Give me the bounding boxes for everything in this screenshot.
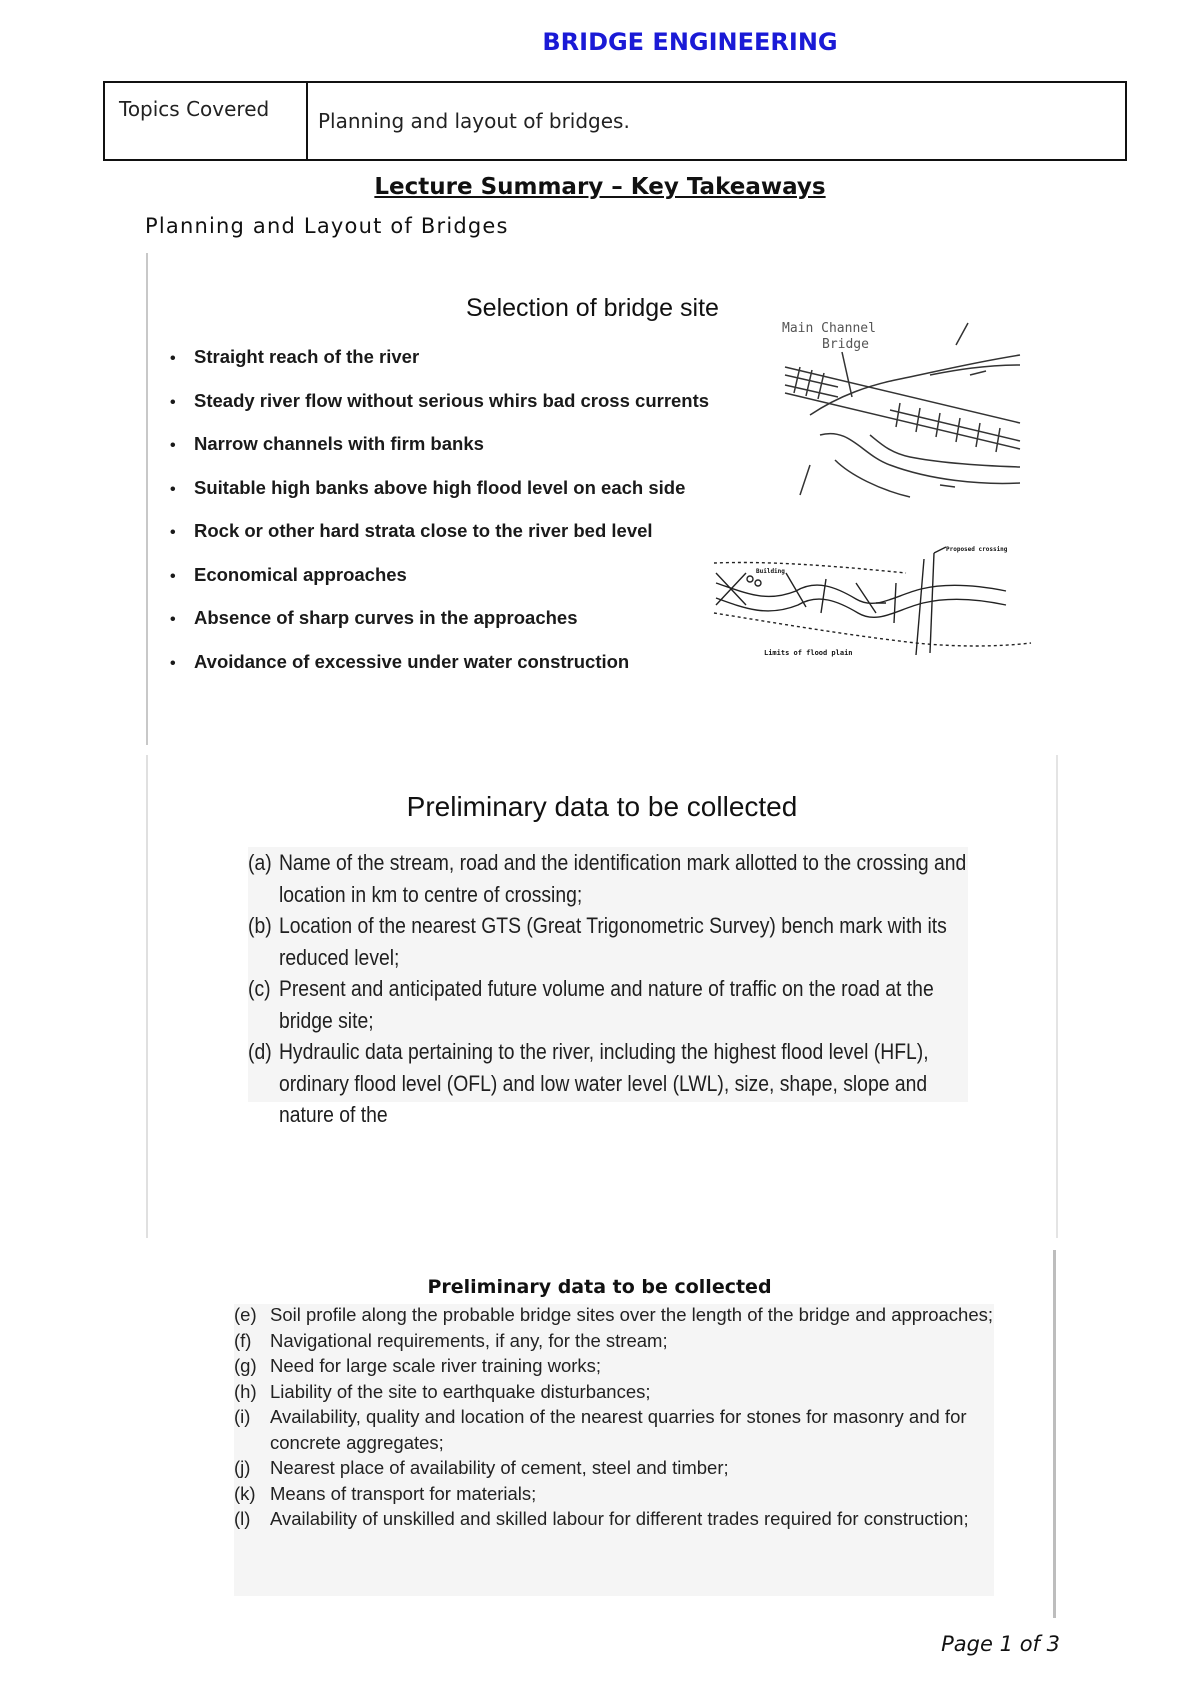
item-label: (f) — [234, 1329, 252, 1351]
current-page: 1 — [999, 1632, 1013, 1656]
slide-preliminary-data-1 — [146, 755, 1058, 1238]
item-text: Name of the stream, road and the identification mark allotted to the crossing and location in km to centre of crossing; — [278, 850, 967, 907]
item-text: Soil profile along the probable bridge sites over the length of the bridge and approaches; — [270, 1304, 994, 1325]
list-item — [234, 1455, 994, 1481]
topics-value: Planning and layout of bridges. — [318, 109, 630, 133]
bullet-icon: • — [170, 393, 176, 411]
list-item — [248, 973, 966, 1036]
slide-title: Selection of bridge site — [466, 294, 719, 322]
section-heading: Planning and Layout of Bridges — [145, 214, 509, 238]
list-item — [234, 1481, 994, 1507]
item-text: Hydraulic data pertaining to the river, including the highest flood level (HFL), ordinary flood level (OFL) and low water level (LWL), size, shape, slope and nature of the — [278, 1039, 929, 1127]
item-text: Navigational requirements, if any, for the stream; — [270, 1329, 668, 1351]
item-label: (h) — [234, 1380, 257, 1402]
list-item — [234, 1404, 994, 1455]
list-item — [234, 1379, 994, 1405]
list-item-text: Steady river flow without serious whirs bad cross currents — [194, 389, 710, 411]
list-item — [234, 1302, 994, 1328]
topics-table — [103, 81, 1127, 161]
total-pages: 3 — [1046, 1632, 1060, 1656]
bullet-icon: • — [170, 480, 176, 498]
bullet-icon: • — [170, 611, 176, 628]
slide-title: Preliminary data to be collected — [427, 1276, 772, 1298]
list-item — [170, 345, 709, 389]
bullet-icon: • — [170, 567, 176, 585]
item-text: Availability of unskilled and skilled labour for different trades required for construction; — [270, 1508, 969, 1529]
of-word: of — [1019, 1632, 1040, 1656]
diagram-label-building: Building — [756, 568, 785, 575]
page-word: Page — [941, 1632, 993, 1656]
slide-title: Preliminary data to be collected — [406, 791, 798, 822]
list-item-text: Avoidance of excessive under water construction — [194, 650, 630, 672]
bullet-icon: • — [170, 654, 176, 672]
item-text: Nearest place of availability of cement, steel and timber; — [270, 1457, 729, 1478]
list-item — [248, 847, 966, 910]
diagram-label-proposed-crossing: Proposed crossing — [946, 546, 1008, 553]
list-item — [170, 519, 709, 563]
flood-plain-crossing-diagram — [706, 543, 1036, 683]
item-label: (k) — [234, 1482, 256, 1504]
document-header-title: BRIDGE ENGINEERING — [542, 28, 838, 56]
item-text: Availability, quality and location of the nearest quarries for stones for masonry and for concrete aggregates; — [270, 1406, 967, 1453]
list-item — [248, 1036, 966, 1131]
item-label: (e) — [234, 1304, 257, 1325]
item-label: (i) — [234, 1406, 251, 1427]
diagram-label-main-channel: Main Channel — [782, 321, 876, 336]
item-label: (b) — [248, 913, 272, 938]
slide-selection-of-bridge-site — [146, 253, 1058, 745]
list-item-text: Suitable high banks above high flood level on each side — [194, 476, 686, 498]
item-label: (j) — [234, 1457, 251, 1478]
list-item — [248, 910, 966, 973]
list-item — [234, 1328, 994, 1354]
item-text: Present and anticipated future volume and nature of traffic on the road at the bridge site; — [278, 976, 934, 1033]
list-item — [170, 389, 709, 433]
item-text: Liability of the site to earthquake disturbances; — [270, 1380, 651, 1402]
list-item-text: Absence of sharp curves in the approaches — [194, 607, 578, 628]
bullet-icon: • — [170, 437, 176, 454]
diagram-label-limits-flood-plain: Limits of flood plain — [764, 649, 853, 657]
item-text: Means of transport for materials; — [270, 1482, 537, 1504]
slide-preliminary-data-2 — [146, 1250, 1056, 1618]
data-list — [234, 1302, 994, 1532]
list-item — [170, 432, 709, 476]
topics-label: Topics Covered — [105, 83, 308, 159]
bullet-list — [170, 345, 709, 693]
item-label: (g) — [234, 1355, 257, 1376]
list-item — [234, 1353, 994, 1379]
item-text: Location of the nearest GTS (Great Trigonometric Survey) bench mark with its reduced level; — [278, 913, 947, 970]
item-label: (d) — [248, 1039, 272, 1064]
list-item — [170, 476, 709, 520]
list-item — [170, 563, 709, 607]
item-label: (l) — [234, 1508, 251, 1529]
list-item-text: Straight reach of the river — [194, 346, 420, 367]
bullet-icon: • — [170, 350, 176, 367]
diagram-label-bridge: Bridge — [822, 337, 869, 352]
bullet-icon: • — [170, 524, 176, 541]
data-list — [248, 847, 968, 1131]
item-label: (a) — [248, 850, 272, 875]
item-text: Need for large scale river training works; — [270, 1355, 602, 1376]
page-number — [941, 1632, 1060, 1656]
list-item — [234, 1506, 994, 1532]
item-label: (c) — [248, 976, 271, 1001]
lecture-summary-heading: Lecture Summary – Key Takeaways — [374, 174, 826, 200]
list-item-text: Economical approaches — [194, 563, 407, 585]
list-item-text: Rock or other hard strata close to the river bed level — [194, 520, 653, 541]
list-item-text: Narrow channels with firm banks — [194, 433, 484, 454]
list-item — [170, 650, 709, 694]
main-channel-bridge-diagram — [780, 315, 1030, 515]
list-item — [170, 606, 709, 650]
